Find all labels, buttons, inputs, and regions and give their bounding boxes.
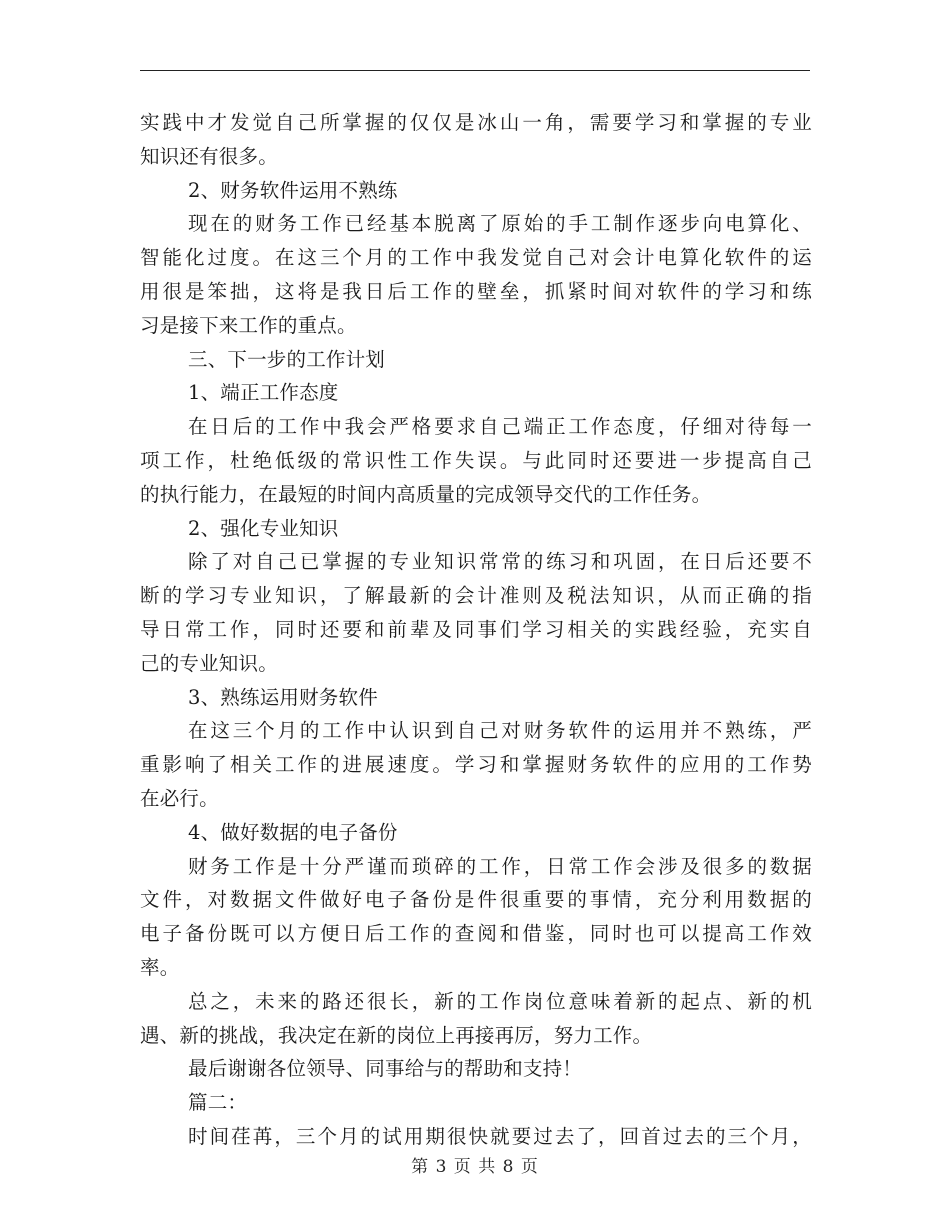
text-line: 用很是笨拙，这将是我日后工作的壁垒，抓紧时间对软件的学习和练 xyxy=(140,279,812,303)
text-line: 实践中才发觉自己所掌握的仅仅是冰山一角，需要学习和掌握的专业 xyxy=(140,111,812,134)
page-number-footer: 第 3 页 共 8 页 xyxy=(411,1157,539,1177)
text-line: 重影响了相关工作的进展速度。学习和掌握财务软件的应用的工作势 xyxy=(140,753,812,777)
text-line: 遇、新的挑战，我决定在新的岗位上再接再厉，努力工作。 xyxy=(140,1023,653,1047)
text-line: 2、强化专业知识 xyxy=(188,516,339,540)
text-line: 在日后的工作中我会严格要求自己端正工作态度，仔细对待每一 xyxy=(188,415,812,439)
text-line: 除了对自己已掌握的专业知识常常的练习和巩固，在日后还要不 xyxy=(188,550,812,574)
text-line: 4、做好数据的电子备份 xyxy=(188,820,398,844)
text-line: 1、端正工作态度 xyxy=(188,381,339,405)
text-line: 现在的财务工作已经基本脱离了原始的手工制作逐步向电算化、 xyxy=(188,212,812,236)
header-rule xyxy=(140,70,810,71)
text-line: 己的专业知识。 xyxy=(140,651,278,675)
text-line: 的执行能力，在最短的时间内高质量的完成领导交代的工作任务。 xyxy=(140,482,712,506)
text-line: 财务工作是十分严谨而琐碎的工作，日常工作会涉及很多的数据 xyxy=(188,854,812,878)
text-line: 文件，对数据文件做好电子备份是件很重要的事情，充分利用数据的 xyxy=(140,888,812,912)
text-line: 总之，未来的路还很长，新的工作岗位意味着新的起点、新的机 xyxy=(188,989,812,1013)
text-line: 在必行。 xyxy=(140,786,219,810)
text-line: 习是接下来工作的重点。 xyxy=(140,313,357,337)
text-line: 最后谢谢各位领导、同事给与的帮助和支持！ xyxy=(188,1057,583,1081)
document-body xyxy=(140,106,812,1154)
text-line: 2、财务软件运用不熟练 xyxy=(188,178,398,202)
text-line: 电子备份既可以方便日后工作的查阅和借鉴，同时也可以提高工作效 xyxy=(140,922,812,946)
text-line: 断的学习专业知识，了解最新的会计准则及税法知识，从而正确的指 xyxy=(140,584,812,608)
text-line: 项工作，杜绝低级的常识性工作失误。与此同时还要进一步提高自己 xyxy=(140,448,812,472)
text-line: 知识还有很多。 xyxy=(140,144,278,168)
text-line: 篇二： xyxy=(188,1091,248,1115)
text-line: 3、熟练运用财务软件 xyxy=(188,685,378,709)
text-line: 在这三个月的工作中认识到自己对财务软件的运用并不熟练，严 xyxy=(188,719,812,743)
text-line: 导日常工作，同时还要和前辈及同事们学习相关的实践经验，充实自 xyxy=(140,617,812,641)
text-line: 三、下一步的工作计划 xyxy=(188,347,386,371)
text-line: 率。 xyxy=(140,955,180,979)
text-line: 时间荏苒，三个月的试用期很快就要过去了，回首过去的三个月， xyxy=(188,1124,812,1148)
text-line: 智能化过度。在这三个月的工作中我发觉自己对会计电算化软件的运 xyxy=(140,246,812,270)
